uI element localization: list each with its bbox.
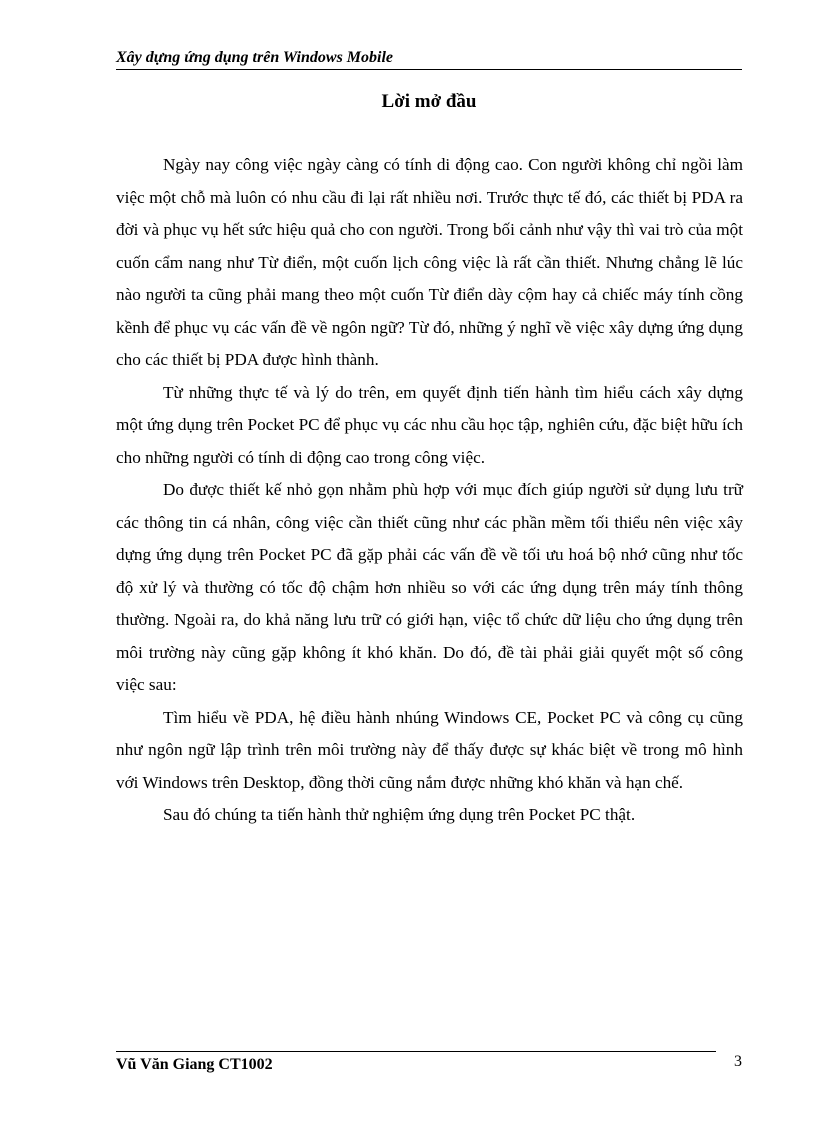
- paragraph-1: Ngày nay công việc ngày càng có tính di động cao. Con người không chỉ ngồi làm việc một chỗ mà luôn có nhu cầu đi lại rất nhiều nơi. Trước thực tế đó, các thiết bị PDA ra đời và phục vụ hết sức hiệu quả cho con người. Trong bối cảnh như vậy thì vai trò của một cuốn cẩm nang như Từ điển, một cuốn lịch công việc là rất cần thiết. Nhưng chẳng lẽ lúc nào người ta cũng phải mang theo một cuốn Từ điển dày cộm hay cả chiếc máy tính cồng kềnh để phục vụ các vấn đề về ngôn ngữ? Từ đó, những ý nghĩ về việc xây dựng ứng dụng cho các thiết bị PDA được hình thành.: [116, 155, 743, 369]
- paragraph-3: Do được thiết kế nhỏ gọn nhằm phù hợp với mục đích giúp người sử dụng lưu trữ các thông tin cá nhân, công việc cần thiết cũng như các phần mềm tối thiểu nên việc xây dựng ứng dụng trên Pocket PC đã gặp phải các vấn đề về tối ưu hoá bộ nhớ cũng như tốc độ xử lý và thường có tốc độ chậm hơn nhiều so với các ứng dụng trên máy tính thông thường. Ngoài ra, do khả năng lưu trữ có giới hạn, việc tổ chức dữ liệu cho ứng dụng trên môi trường này cũng gặp không ít khó khăn. Do đó, đề tài phải giải quyết một số công việc sau:: [116, 480, 743, 694]
- footer-author: Vũ Văn Giang CT1002: [116, 1056, 273, 1073]
- paragraph-5: Sau đó chúng ta tiến hành thử nghiệm ứng dụng trên Pocket PC thật.: [163, 805, 636, 824]
- paragraph-2: Từ những thực tế và lý do trên, em quyết định tiến hành tìm hiểu cách xây dựng một ứng dụng trên Pocket PC để phục vụ các nhu cầu học tập, nghiên cứu, đặc biệt hữu ích cho những người có tính di động cao trong công việc.: [116, 382, 743, 467]
- page-number: 3: [734, 1053, 742, 1070]
- body-text: [116, 149, 743, 832]
- header-divider: [116, 69, 742, 70]
- footer-divider: [116, 1051, 716, 1052]
- paragraph-4: Tìm hiểu về PDA, hệ điều hành nhúng Windows CE, Pocket PC và công cụ cũng như ngôn ngữ lập trình trên môi trường này để thấy được sự khác biệt về trong mô hình với Windows trên Desktop, đồng thời cũng nắm được những khó khăn và hạn chế.: [116, 707, 743, 792]
- page-title: Lời mở đầu: [381, 91, 477, 112]
- running-header: Xây dựng ứng dụng trên Windows Mobile: [116, 49, 394, 66]
